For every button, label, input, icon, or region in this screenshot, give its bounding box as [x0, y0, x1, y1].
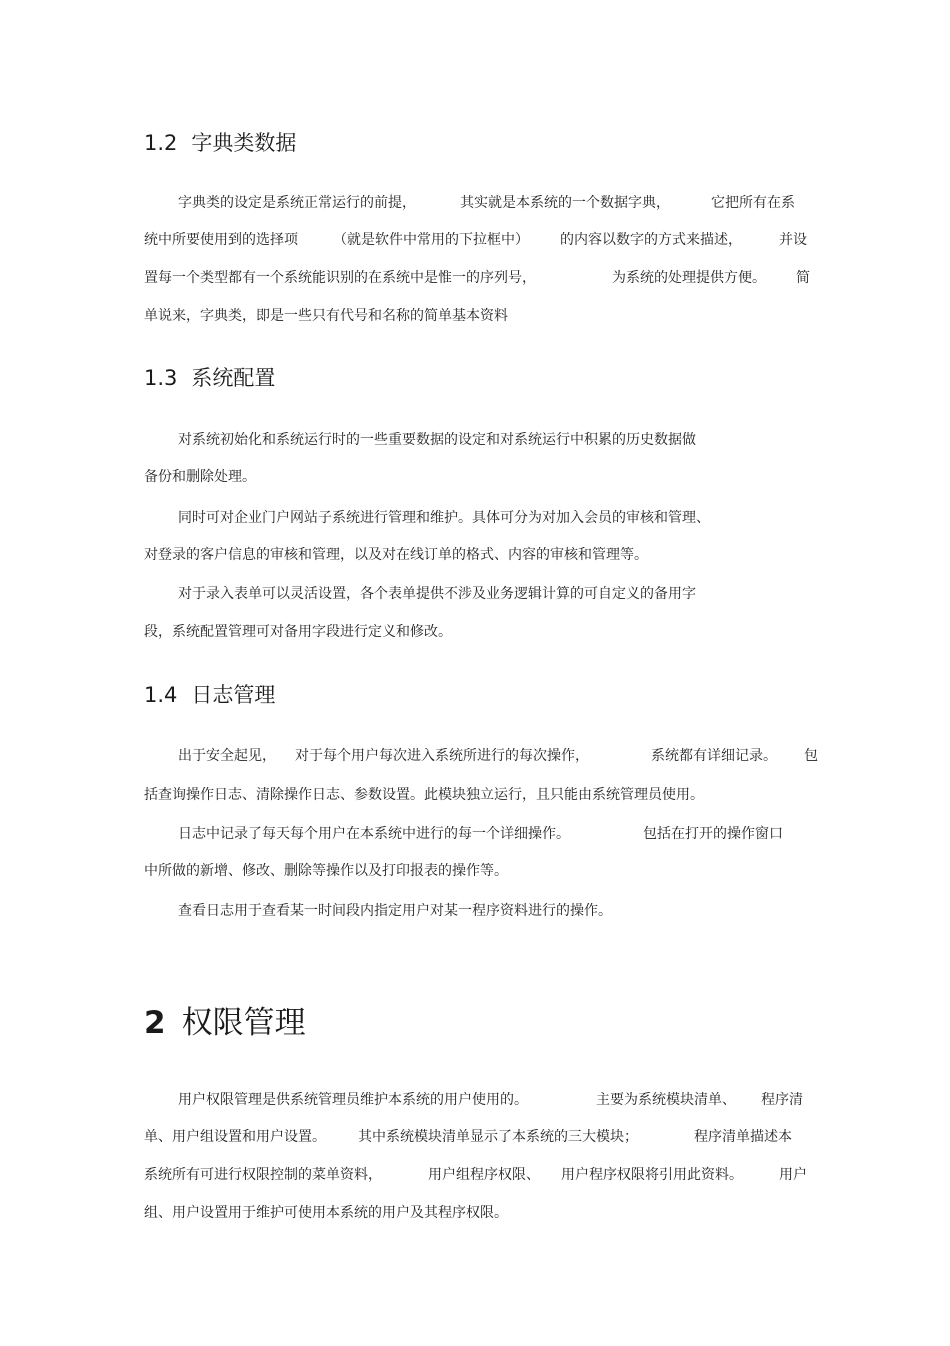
text-segment: 包 — [804, 748, 818, 764]
text-segment: 用户权限管理是供系统管理员维护本系统的用户使用的。 — [178, 1092, 528, 1108]
text-segment: 系统所有可进行权限控制的菜单资料， — [144, 1167, 382, 1183]
text-segment: 日志中记录了每天每个用户在本系统中进行的每一个详细操作。 — [178, 826, 570, 842]
paragraph-line: 同时可对企业门户网站子系统进行管理和维护。具体可分为对加入会员的审核和管理、 — [178, 510, 710, 526]
text-segment: 查看日志用于查看某一时间段内指定用户对某一程序资料进行的操作。 — [178, 903, 612, 919]
paragraph-line — [0, 1165, 950, 1185]
chapter-number: 2 — [144, 1005, 166, 1041]
paragraph-line — [0, 861, 950, 881]
text-segment: 用户 — [779, 1167, 807, 1183]
paragraph-line: 段，系统配置管理可对备用字段进行定义和修改。 — [144, 624, 452, 640]
text-segment: 的内容以数字的方式来描述， — [560, 232, 742, 248]
section-title: 日志管理 — [191, 683, 276, 707]
text-segment: 单、用户组设置和用户设置。 — [144, 1129, 326, 1145]
text-segment: 出于安全起见， — [178, 748, 276, 764]
paragraph-line: 对系统初始化和系统运行时的一些重要数据的设定和对系统运行中积累的历史数据做 — [178, 432, 696, 448]
text-segment: 置每一个类型都有一个系统能识别的在系统中是惟一的序列号， — [144, 270, 536, 286]
text-segment: 主要为系统模块清单、 — [596, 1092, 736, 1108]
section-title: 系统配置 — [191, 366, 276, 390]
text-segment: 它把所有在系 — [711, 195, 795, 211]
paragraph-line: 对登录的客户信息的审核和管理，以及对在线订单的格式、内容的审核和管理等。 — [144, 547, 648, 563]
section-number: 1.4 — [144, 683, 178, 707]
text-segment: 其实就是本系统的一个数据字典， — [460, 195, 670, 211]
paragraph-line — [0, 193, 950, 213]
text-segment: 字典类的设定是系统正常运行的前提， — [178, 195, 416, 211]
text-segment: （就是软件中常用的下拉框中） — [333, 232, 529, 248]
text-segment: 程序清单描述本 — [694, 1129, 792, 1145]
section-heading-1-4 — [144, 685, 275, 706]
section-number: 1.3 — [144, 366, 178, 390]
section-heading-1-3 — [144, 368, 275, 389]
text-segment: 用户程序权限将引用此资料。 — [561, 1167, 743, 1183]
chapter-heading-2 — [144, 1005, 306, 1041]
text-segment: 程序清 — [761, 1092, 803, 1108]
text-segment: 系统都有详细记录。 — [651, 748, 777, 764]
text-segment: 中所做的新增、修改、删除等操作以及打印报表的操作等。 — [144, 863, 508, 879]
text-segment: 用户组程序权限、 — [428, 1167, 540, 1183]
paragraph-line — [0, 1203, 950, 1223]
section-heading-1-2 — [144, 133, 296, 154]
paragraph-line: 对于录入表单可以灵活设置，各个表单提供不涉及业务逻辑计算的可自定义的备用字 — [178, 586, 696, 602]
text-segment: 组、用户设置用于维护可使用本系统的用户及其程序权限。 — [144, 1205, 508, 1221]
text-segment: 统中所要使用到的选择项 — [144, 232, 298, 248]
paragraph-line: 备份和删除处理。 — [144, 469, 256, 485]
paragraph-line — [0, 785, 950, 805]
paragraph-line — [0, 268, 950, 288]
paragraph-line — [0, 824, 950, 844]
paragraph-line — [0, 230, 950, 250]
text-segment: 其中系统模块清单显示了本系统的三大模块； — [358, 1129, 638, 1145]
chapter-title: 权限管理 — [181, 1005, 306, 1041]
text-segment: 并设 — [779, 232, 807, 248]
section-title: 字典类数据 — [191, 131, 297, 155]
text-segment: 包括在打开的操作窗口 — [643, 826, 783, 842]
paragraph-line — [0, 1127, 950, 1147]
paragraph-line — [0, 306, 950, 326]
text-segment: 简 — [796, 270, 810, 286]
text-segment: 对于每个用户每次进入系统所进行的每次操作， — [295, 748, 589, 764]
text-segment: 单说来，字典类，即是一些只有代号和名称的简单基本资料 — [144, 308, 508, 324]
paragraph-line — [0, 746, 950, 766]
paragraph-line — [0, 1090, 950, 1110]
paragraph-line — [0, 901, 950, 921]
section-number: 1.2 — [144, 131, 178, 155]
text-segment: 括查询操作日志、清除操作日志、参数设置。此模块独立运行，且只能由系统管理员使用。 — [144, 787, 704, 803]
text-segment: 为系统的处理提供方便。 — [612, 270, 766, 286]
